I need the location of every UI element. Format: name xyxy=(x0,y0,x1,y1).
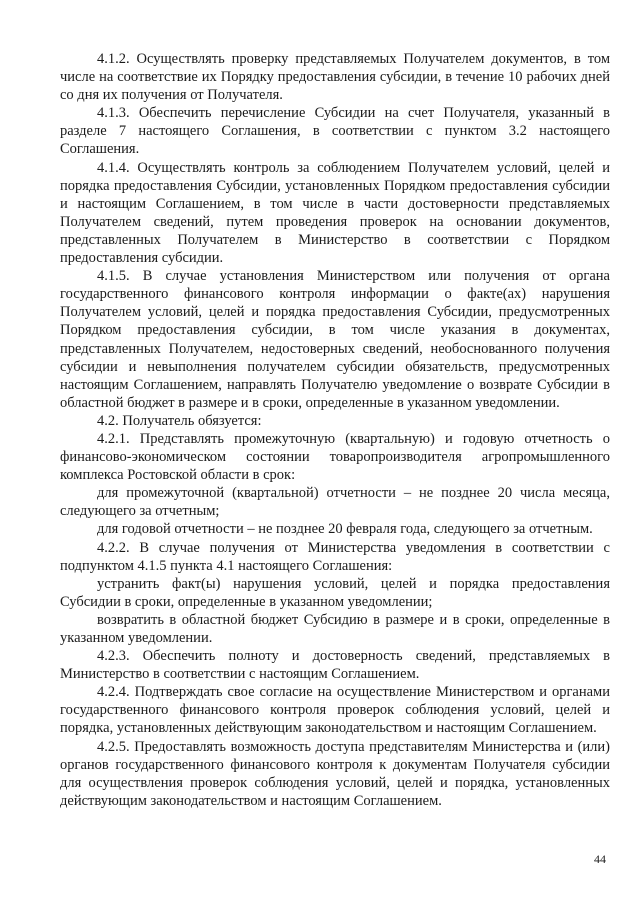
clause-4-2-5: 4.2.5. Предоставлять возможность доступа представителям Министерства и (или) органов государственного финансового контроля к документам Получателя субсидии для осуществления проверок соблюдения условий, целей и порядка, установленных действующим законодательством и настоящим Соглашением. xyxy=(60,738,610,809)
clause-4-2-1: 4.2.1. Представлять промежуточную (квартальную) и годовую отчетность о финансово-экономическом состоянии товаропроизводителя агропромышленного комплекса Ростовской области в срок: xyxy=(60,430,610,484)
clause-4-2-1-quarterly: для промежуточной (квартальной) отчетности – не позднее 20 числа месяца, следующего за отчетным; xyxy=(60,485,610,520)
clause-4-2-4: 4.2.4. Подтверждать свое согласие на осуществление Министерством и органами государственного финансового контроля проверок соблюдения условий, целей и порядка, установленных действующим законодательством и настоящим Соглашением. xyxy=(60,684,610,737)
clause-4-1-5: 4.1.5. В случае установления Министерством или получения от органа государственного финансового контроля информации о факте(ах) нарушения Получателем условий, целей и порядка предоставления Субсидии, предусмотренных Порядком предоставления субсидии, в том числе указания в документах, представленных Получателем, недостоверных сведений, необоснованного получения субсидии и невыполнения получателем субсидии обязательств, предусмотренных настоящим Соглашением, направлять Получателю уведомление о возврате Субсидии в областной бюджет в размере и в сроки, определенные в указанном уведомлении. xyxy=(60,268,610,411)
clause-4-1-3: 4.1.3. Обеспечить перечисление Субсидии на счет Получателя, указанный в разделе 7 настоящего Соглашения, в соответствии с пунктом 3.2 настоящего Соглашения. xyxy=(60,105,610,158)
document-body xyxy=(60,50,610,810)
clause-4-2-2: 4.2.2. В случае получения от Министерства уведомления в соответствии с подпунктом 4.1.5 пункта 4.1 настоящего Соглашения: xyxy=(60,539,610,574)
page-number: 44 xyxy=(594,852,606,866)
clause-4-2-3: 4.2.3. Обеспечить полноту и достоверность сведений, представляемых в Министерство в соответствии с настоящим Соглашением. xyxy=(60,648,610,683)
clause-4-2-2-eliminate: устранить факт(ы) нарушения условий, целей и порядка предоставления Субсидии в сроки, определенные в указанном уведомлении; xyxy=(60,575,610,610)
clause-4-1-2: 4.1.2. Осуществлять проверку представляемых Получателем документов, в том числе на соответствие их Порядку предоставления субсидии, в течение 10 рабочих дней со дня их получения от Получателя. xyxy=(60,51,610,104)
clause-4-2: 4.2. Получатель обязуется: xyxy=(97,412,262,429)
clause-4-1-4: 4.1.4. Осуществлять контроль за соблюдением Получателем условий, целей и порядка предоставления Субсидии, установленных Порядком предоставления субсидии и настоящим Соглашением, в том числе в части достоверности представляемых Получателем сведений, путем проведения проверок на основании документов, представленных Получателем в Министерство в соответствии с Порядком предоставления субсидии. xyxy=(60,159,610,267)
clause-4-2-2-return: возвратить в областной бюджет Субсидию в размере и в сроки, определенные в указанном уведомлении. xyxy=(60,611,610,646)
clause-4-2-1-annual: для годовой отчетности – не позднее 20 февраля года, следующего за отчетным. xyxy=(97,521,593,538)
